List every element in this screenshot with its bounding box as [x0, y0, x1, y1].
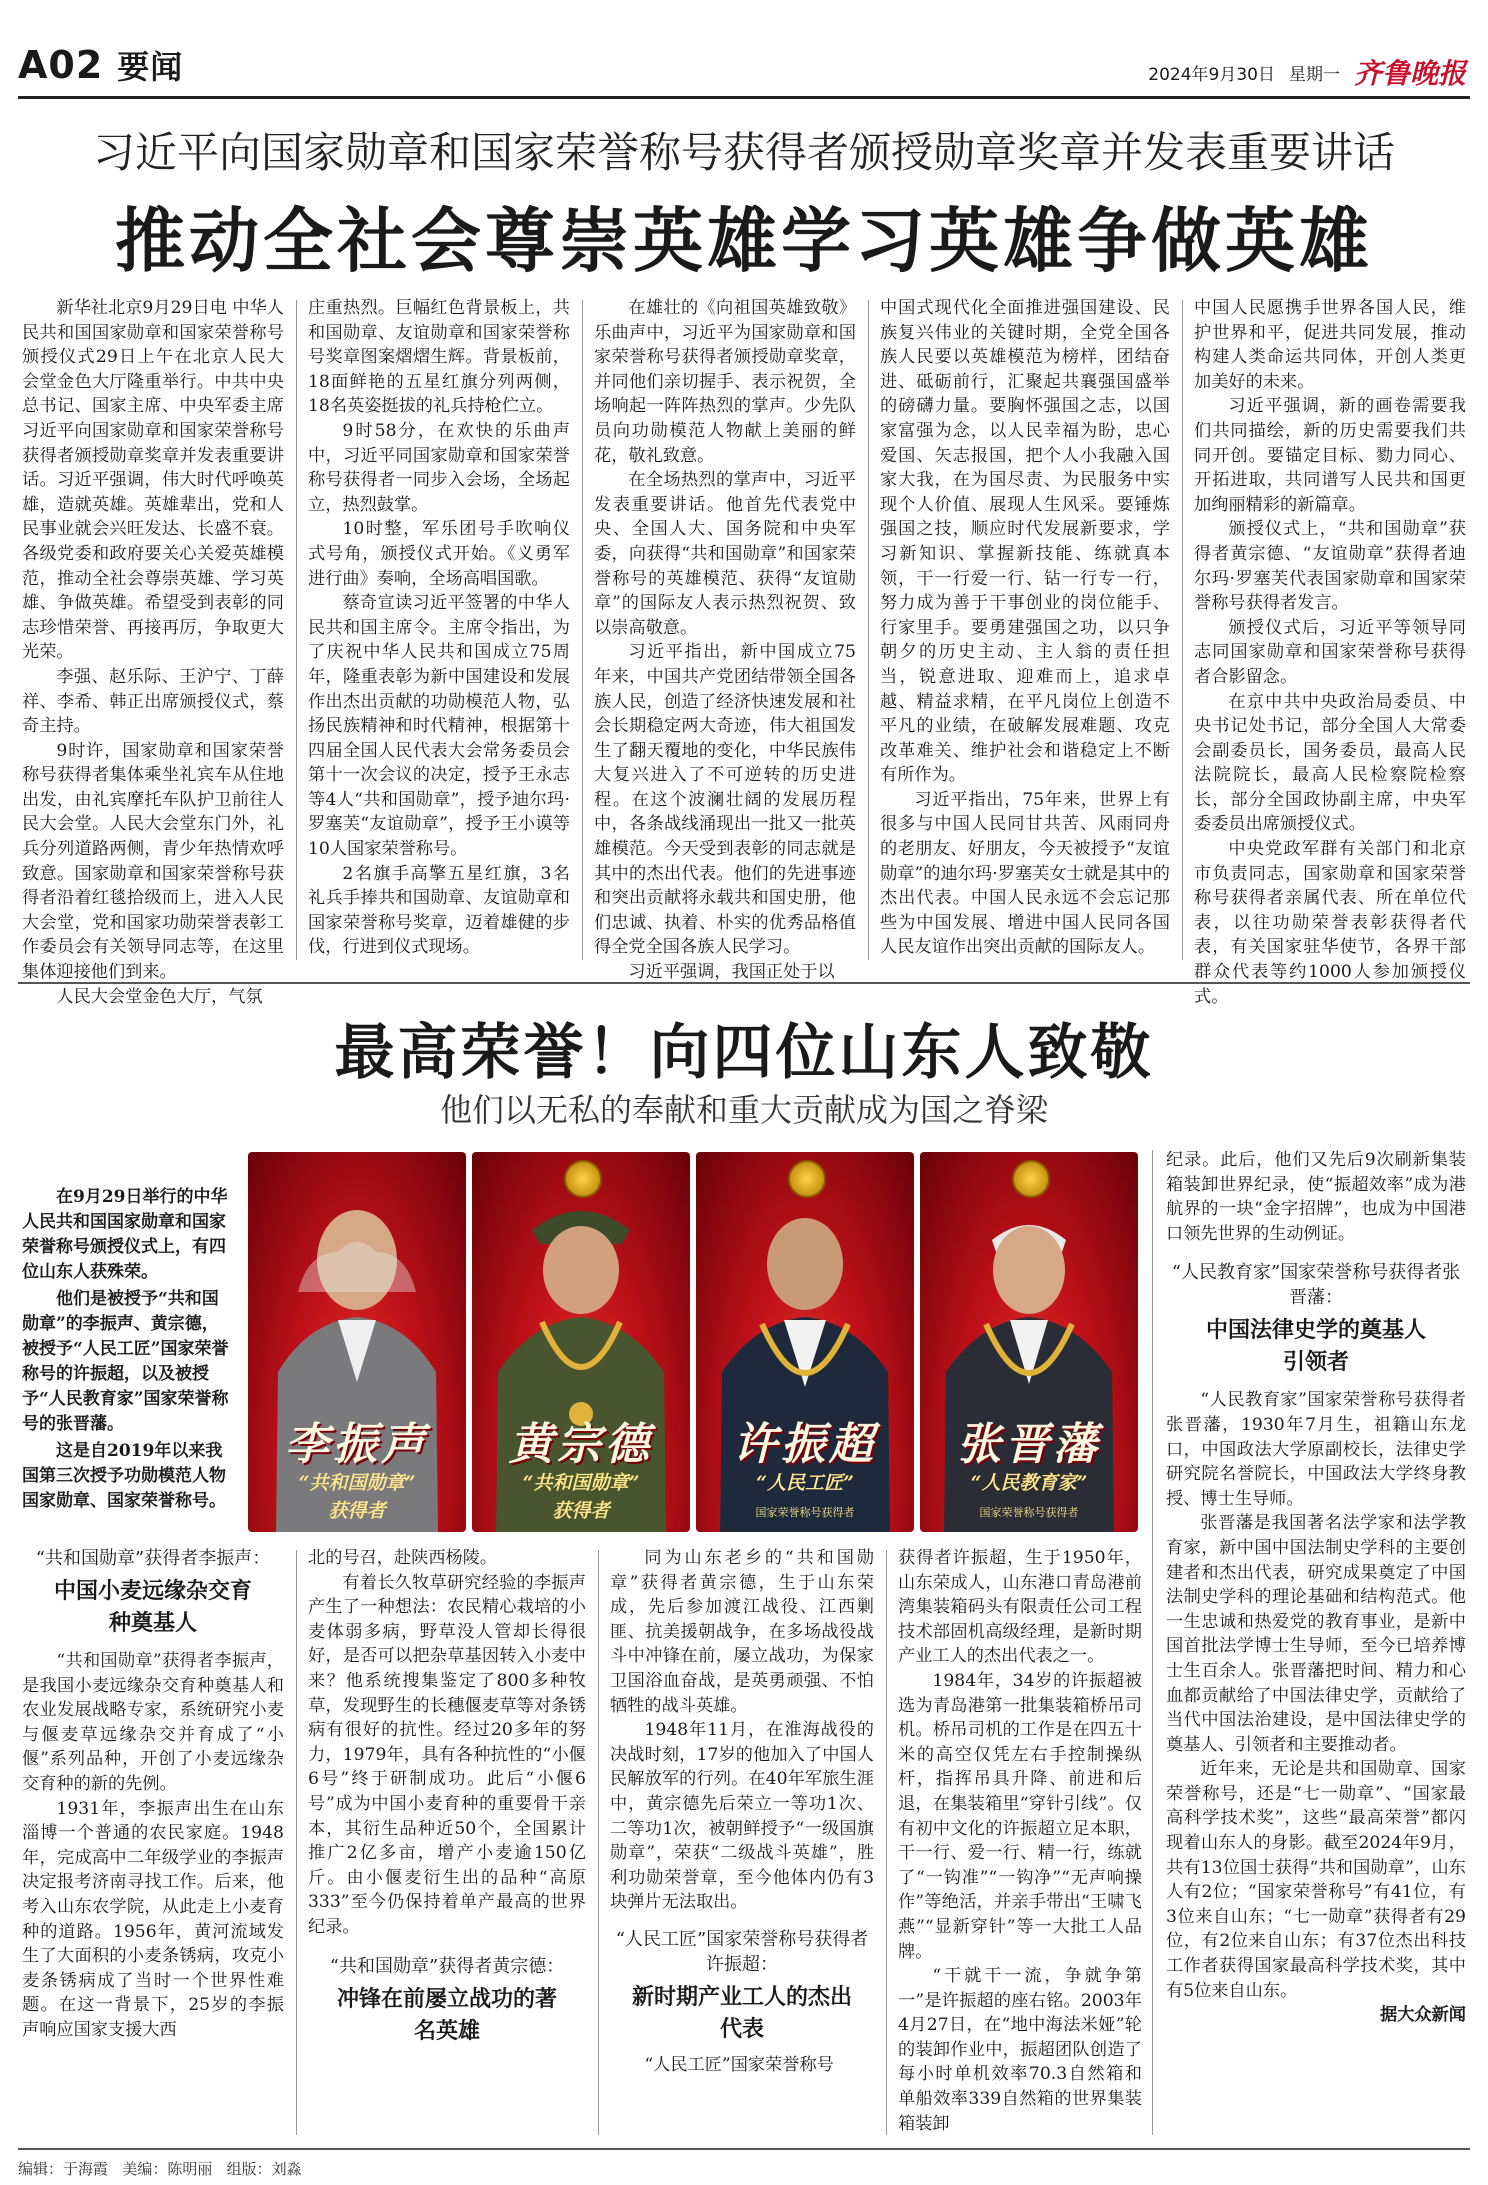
paragraph: 1948年11月，在淮海战役的决战时刻，17岁的他加入了中国人民解放军的行列。在40年军旅生涯中，黄宗德先后荣立一等功1次、二等功1次，被朝鲜授予“一级国旗勋章”，荣获“二级战斗英雄”，胜利功勋荣誉章，至今他体内仍有3块弹片无法取出。 — [610, 1720, 874, 1913]
paragraph: 北的号召，赴陕西杨陵。 — [308, 1548, 498, 1568]
paragraph: 习近平指出，新中国成立75年来，中国共产党团结带领全国各族人民，创造了经济快速发展和社会长期稳定两大奇迹，伟大祖国发生了翻天覆地的变化，中华民族伟大复兴进入了不可逆转的历史进程。在这个波澜壮阔的发展历程中，各条战线涌现出一批又一批英雄模范。今天受到表彰的同志就是其中的杰出代表。他们的先进事迹和突出贡献将永载共和国史册，他们忠诚、执着、朴实的优秀品格值得全党全国各族人民学习。 — [594, 642, 856, 958]
feature-intro — [22, 1185, 234, 1516]
intro-paragraph: 在9月29日举行的中华人民共和国国家勋章和国家荣誉称号颁授仪式上，有四位山东人获殊荣。 — [22, 1187, 228, 1282]
paragraph: 颁授仪式上，“共和国勋章”获得者黄宗德、“友谊勋章”获得者迪尔玛·罗塞芙代表国家勋章和国家荣誉称号获得者发言。 — [1194, 519, 1466, 614]
portrait-card-li-zhensheng — [248, 1152, 466, 1532]
paragraph: 李强、赵乐际、王沪宁、丁薛祥、李希、韩正出席颁授仪式，蔡奇主持。 — [22, 666, 284, 737]
paragraph: 9时许，国家勋章和国家荣誉称号获得者集体乘坐礼宾车从住地出发，由礼宾摩托车队护卫前往人民大会堂。人民大会堂东门外，礼兵分列道路两侧，青少年热情欢呼致意。国家勋章和国家荣誉称号获得者沿着红毯拾级而上，进入人民大会堂，党和国家功勋荣誉表彰工作委员会有关领导同志等，在这里集体迎接他们到来。 — [22, 740, 284, 983]
card-award-suffix: 获得者 — [552, 1500, 610, 1522]
paragraph: “人民教育家”国家荣誉称号获得者张晋藩，1930年7月生，祖籍山东龙口，中国政法大学原副校长，法律史学研究院名誉院长，中国政法大学终身教授、博士生导师。 — [1166, 1390, 1466, 1509]
subsection-title: 中国法律史学的奠基人引领者 — [1206, 1317, 1427, 1376]
card-award: “共和国勋章” — [522, 1472, 640, 1494]
card-name: 张晋藩 — [957, 1419, 1101, 1470]
paragraph: 在全场热烈的掌声中，习近平发表重要讲话。他首先代表党中央、全国人大、国务院和中央军委，向获得“共和国勋章”和国家荣誉称号的英雄模范、获得“友谊勋章”的国际友人表示热烈祝贺、致以崇高敬意。 — [594, 470, 856, 638]
lower-column-1 — [22, 1546, 284, 2136]
card-name: 许振超 — [733, 1419, 877, 1470]
paragraph: 中国式现代化全面推进强国建设、民族复兴伟业的关键时期，全党全国各族人民要以英雄模范为榜样，团结奋进、砥砺前行，汇聚起共襄强国盛举的磅礴力量。要胸怀强国之志，以国家富强为念，以人民幸福为盼，忠心爱国、矢志报国，把个人小我融入国家大我，在为国尽责、为民服务中实现个人价值、展现人生风采。要锤炼强国之技，顺应时代发展新要求，学习新知识、掌握新技能、练就真本领，干一行爱一行、钻一行专一行，努力成为善于干事创业的岗位能手、行家里手。要勇建强国之功，以只争朝夕的历史主动、主人翁的责任担当，锐意进取、迎难而上，追求卓越、精益求精，在平凡岗位上创造不平凡的业绩，在破解发展难题、攻克改革难关、维护社会和谐稳定上不断有所作为。 — [880, 298, 1170, 786]
paragraph: 纪录。此后，他们又先后9次刷新集装箱装卸世界纪录，使“振超效率”成为港航界的一块“金字招牌”，也成为中国港口领先世界的生动例证。 — [1166, 1150, 1466, 1244]
subsection-kicker: “共和国勋章”获得者李振声： — [35, 1548, 271, 1569]
paragraph: 中央党政军群有关部门和北京市负责同志，国家勋章和国家荣誉称号获得者亲属代表、所在单位代表，以往功勋荣誉表彰获得者代表，有关国家驻华使节，各界干部群众代表等约1000人参加颁授仪式。 — [1194, 839, 1466, 1007]
footer-rule — [18, 2148, 1470, 2150]
paragraph: “人民工匠”国家荣誉称号 — [644, 2054, 834, 2075]
page-code: A02 — [18, 43, 104, 87]
masthead-rule — [18, 96, 1470, 99]
card-award: “人民工匠” — [756, 1472, 854, 1494]
paragraph: 2名旗手高擎五星红旗，3名礼兵手捧共和国勋章、友谊勋章和国家荣誉称号奖章，迈着雄健的步伐，行进到仪式现场。 — [308, 863, 570, 958]
card-award-suffix: 国家荣誉称号获得者 — [979, 1506, 1079, 1519]
top-headline: 推动全社会尊崇英雄学习英雄争做英雄 — [115, 199, 1373, 282]
paragraph: 同为山东老乡的“共和国勋章”获得者黄宗德，生于山东荣成，先后参加渡江战役、江西剿匪、抗美援朝战争，在多场战役战斗中冲锋在前，屡立战功，为保家卫国浴血奋战，是英勇顽强、不怕牺牲的战斗英雄。 — [610, 1548, 874, 1716]
source-credit: 据大众新闻 — [1380, 2005, 1466, 2026]
lower-column-3 — [610, 1546, 874, 2136]
subsection-title: 中国小麦远缘杂交育种奠基人 — [53, 1578, 252, 1636]
column-divider — [582, 300, 583, 960]
paragraph: 有着长久牧草研究经验的李振声产生了一种想法：农民精心栽培的小麦体弱多病，野草没人管却长得很好，是否可以把杂草基因转入小麦中来？他系统搜集鉴定了800多种牧草，发现野生的长穗偃麦草等对条锈病有很好的抗性。经过20多年的努力，1979年，具有各种抗性的“小偃6号”终于研制成功。此后“小偃6号”成为中国小麦育种的重要骨干亲本，其衍生品种近50个，全国累计推广2亿多亩，增产小麦逾150亿斤。由小偃麦衍生出的品种“高原333”至今仍保持着单产最高的世界纪录。 — [308, 1572, 586, 1937]
paragraph: 9时58分，在欢快的乐曲声中，习近平同国家勋章和国家荣誉称号获得者一同步入会场，全场起立，热烈鼓掌。 — [308, 420, 570, 515]
paragraph: 颁授仪式后，习近平等领导同志同国家勋章和国家荣誉称号获得者合影留念。 — [1194, 617, 1466, 687]
subsection-kicker: “人民工匠”国家荣誉称号获得者许振超： — [615, 1928, 869, 1975]
paragraph: 蔡奇宣读习近平签署的中华人民共和国主席令。主席令指出，为了庆祝中华人民共和国成立75周年，隆重表彰为新中国建设和发展作出杰出贡献的功勋模范人物，弘扬民族精神和时代精神，根据第十四届全国人民代表大会常务委员会第十一次会议的决定，授予王永志等4人“共和国勋章”，授予迪尔玛·罗塞芙“友谊勋章”，授予王小谟等10人国家荣誉称号。 — [308, 593, 570, 860]
article-column-3 — [594, 296, 856, 983]
feature-right-column — [1166, 1148, 1466, 2148]
paragraph: 在雄壮的《向祖国英雄致敬》乐曲声中，习近平为国家勋章和国家荣誉称号获得者颁授勋章奖章，并同他们亲切握手、表示祝贺，全场响起一阵阵热烈的掌声。少先队员向功勋模范人物献上美丽的鲜花，敬礼致意。 — [594, 298, 856, 466]
card-name: 黄宗德 — [509, 1419, 653, 1470]
article-column-5 — [1194, 296, 1466, 1007]
column-divider — [598, 1550, 599, 2135]
paragraph: 10时整，军乐团号手吹响仪式号角，颁授仪式开始。《义勇军进行曲》奏响，全场高唱国歌。 — [308, 519, 570, 589]
paragraph: 新华社北京9月29日电 中华人民共和国国家勋章和国家荣誉称号颁授仪式29日上午在北京人民大会堂金色大厅隆重举行。中共中央总书记、国家主席、中央军委主席习近平向国家勋章和国家荣誉称号获得者颁授勋章奖章并发表重要讲话。习近平强调，伟大时代呼唤英雄，造就英雄。英雄辈出，党和人民事业就会兴旺发达、长盛不衰。各级党委和政府要关心关爱英雄模范，推动全社会尊崇英雄、学习英雄、争做英雄。希望受到表彰的同志珍惜荣誉、再接再厉，争取更大光荣。 — [22, 298, 284, 663]
card-award: “人民教育家” — [970, 1472, 1088, 1494]
card-award: “共和国勋章” — [298, 1472, 416, 1494]
paragraph: 1931年，李振声出生在山东淄博一个普通的农民家庭。1948年，完成高中二年级学业的李振声决定报考济南寻找工作。后来，他考入山东农学院，从此走上小麦育种的道路。1956年，黄河流域发生了大面积的小麦条锈病，攻克小麦条锈病成了当时一个世界性难题。在这一背景下，25岁的李振声响应国家支援大西 — [22, 1798, 284, 2040]
card-award-suffix: 国家荣誉称号获得者 — [755, 1506, 855, 1519]
section-divider — [18, 982, 1470, 984]
paragraph: 获得者许振超，生于1950年，山东荣成人，山东港口青岛港前湾集装箱码头有限责任公司工程技术部固机高级经理，是新时期产业工人的杰出代表之一。 — [898, 1548, 1142, 1667]
column-divider — [296, 1550, 297, 2135]
lower-column-4 — [898, 1546, 1142, 2136]
feature-subhead: 他们以无私的奉献和重大贡献成为国之脊梁 — [439, 1091, 1048, 1129]
page-number — [18, 42, 183, 88]
paragraph: 习近平强调，我国正处于以 — [628, 962, 835, 983]
design-credit: 美编：陈明丽 — [122, 2160, 213, 2178]
portrait-card-zhang-jinfan — [920, 1152, 1138, 1532]
footer-credits — [18, 2158, 302, 2179]
layout-credit: 组版：刘淼 — [226, 2160, 302, 2178]
paragraph: “共和国勋章”获得者李振声，是我国小麦远缘杂交育种奠基人和农业发展战略专家，系统研究小麦与偃麦草远缘杂交并育成了“小偃”系列品种，开创了小麦远缘杂交育种的新的先例。 — [22, 1651, 284, 1794]
card-award-suffix: 获得者 — [328, 1500, 386, 1522]
paragraph: 中国人民愿携手世界各国人民，维护世界和平，促进共同发展，推动构建人类命运共同体，开创人类更加美好的未来。 — [1194, 298, 1466, 392]
article-column-1 — [22, 296, 284, 1007]
portrait-card-xu-zhenchao — [696, 1152, 914, 1532]
paragraph: 人民大会堂金色大厅，气氛 — [56, 986, 263, 1007]
section-name: 要闻 — [117, 48, 184, 86]
article-column-2 — [308, 296, 570, 966]
column-divider — [868, 300, 869, 960]
column-divider — [886, 1550, 887, 2135]
editor-credit: 编辑：于海霞 — [18, 2160, 109, 2178]
column-divider — [1152, 1150, 1153, 2135]
paragraph: “干就干一流，争就争第一”是许振超的座右铭。2003年4月27日，在“地中海法米娅”轮的装卸作业中，振超团队创造了每小时单机效率70.3自然箱和单船效率339自然箱的世界集装箱装卸 — [898, 1966, 1142, 2134]
issue-date: 2024年9月30日 — [1148, 64, 1275, 85]
subsection-kicker: “人民教育家”国家荣誉称号获得者张晋藩： — [1171, 1262, 1461, 1309]
column-divider — [1182, 300, 1183, 960]
subsection-title: 冲锋在前屡立战功的著名英雄 — [337, 1985, 558, 2044]
masthead-right — [1148, 52, 1466, 92]
paragraph: 张晋藩是我国著名法学家和法学教育家，新中国中国法制史学科的主要创建者和杰出代表，研究成果奠定了中国法制史学科的理论基础和结构范式。他一生忠诚和热爱党的教育事业，是新中国首批法学博士生导师，至今已培养博士生百余人。张晋藩把时间、精力和心血都贡献给了中国法律史学，贡献给了当代中国法治建设，是中国法律史学的奠基人、引领者和主要推动者。 — [1166, 1513, 1466, 1755]
lower-column-2 — [308, 1546, 586, 2136]
issue-weekday: 星期一 — [1288, 64, 1340, 85]
paragraph: 在京中共中央政治局委员、中央书记处书记，部分全国人大常委会副委员长，国务委员，最高人民法院院长，最高人民检察院检察长，部分全国政协副主席，中央军委委员出席颁授仪式。 — [1194, 691, 1466, 835]
feature-headline: 最高荣誉！向四位山东人致敬 — [334, 1018, 1154, 1088]
subsection-kicker: “共和国勋章”获得者黄宗德： — [329, 1955, 565, 1977]
brand-logo: 齐鲁晚报 — [1353, 57, 1466, 90]
intro-paragraph: 这是自2019年以来我国第三次授予功勋模范人物国家勋章、国家荣誉称号。 — [22, 1441, 226, 1511]
card-name: 李振声 — [285, 1419, 429, 1470]
column-divider — [296, 300, 297, 960]
top-kicker: 习近平向国家勋章和国家荣誉称号获得者颁授勋章奖章并发表重要讲话 — [92, 128, 1395, 177]
subsection-title: 新时期产业工人的杰出代表 — [632, 1983, 853, 2042]
portrait-card-huang-zongde — [472, 1152, 690, 1532]
paragraph: 习近平强调，新的画卷需要我们共同描绘，新的历史需要我们共同开创。要锚定目标、勠力同心、开拓进取，共同谱写人民共和国更加绚丽精彩的新篇章。 — [1194, 396, 1466, 515]
paragraph: 习近平指出，75年来，世界上有很多与中国人民同甘共苦、风雨同舟的老朋友、好朋友，今天被授予“友谊勋章”的迪尔玛·罗塞芙女士就是其中的杰出代表。中国人民永远不会忘记那些为中国发展、增进中国人民同各国人民友谊作出突出贡献的国际友人。 — [880, 789, 1170, 958]
paragraph: 近年来，无论是共和国勋章、国家荣誉称号，还是“七一勋章”、“国家最高科学技术奖”，这些“最高荣誉”都闪现着山东人的身影。截至2024年9月，共有13位国士获得“共和国勋章”，山东人有2位；“国家荣誉称号”有41位，有3位来自山东；“七一勋章”获得者有29位，有2位来自山东；有37位杰出科技工作者获得国家最高科学技术奖，其中有5位来自山东。 — [1166, 1759, 1466, 2001]
paragraph: 庄重热烈。巨幅红色背景板上，共和国勋章、友谊勋章和国家荣誉称号奖章图案熠熠生辉。背景板前，18面鲜艳的五星红旗分列两侧，18名英姿挺拔的礼兵持枪伫立。 — [308, 298, 570, 417]
intro-paragraph: 他们是被授予“共和国勋章”的李振声、黄宗德，被授予“人民工匠”国家荣誉称号的许振超，以及被授予“人民教育家”国家荣誉称号的张晋藩。 — [22, 1289, 229, 1434]
paragraph: 1984年，34岁的许振超被选为青岛港第一批集装箱桥吊司机。桥吊司机的工作是在四五十米的高空仅凭左右手控制操纵杆，指挥吊具升降、前进和后退，在集装箱里“穿针引线”。仅有初中文化的许振超立足本职，干一行、爱一行、精一行，练就了“一钩准”“一钩净”“无声响操作”等绝活，并亲手带出“王啸飞燕”“显新穿针”等一大批工人品牌。 — [898, 1670, 1142, 1962]
article-column-4 — [880, 296, 1170, 966]
